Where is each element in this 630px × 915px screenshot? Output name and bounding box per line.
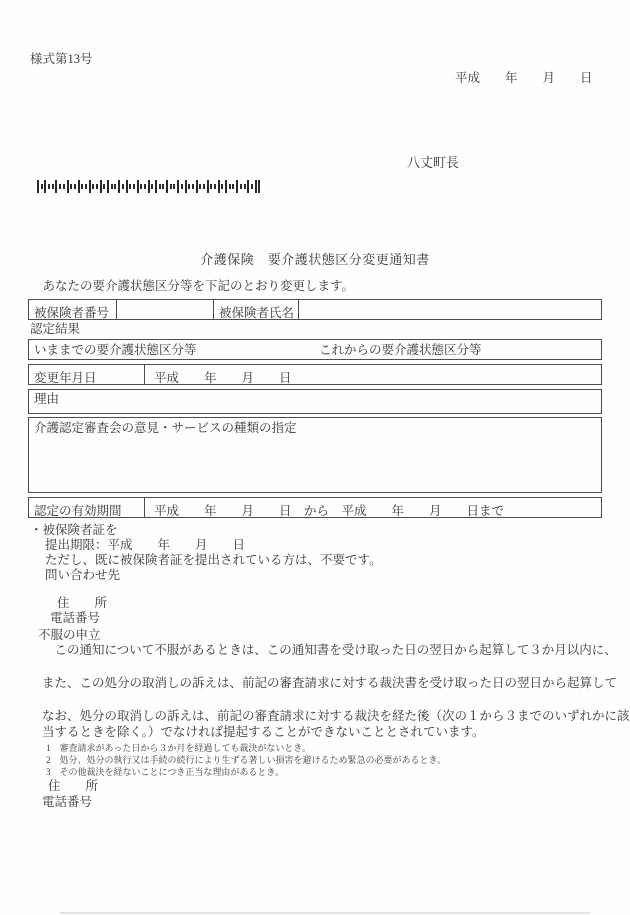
change-date-label: 変更年月日 (34, 371, 97, 385)
barcode-bar (210, 184, 212, 189)
barcode-bar (203, 184, 205, 189)
committee-opinion-box (28, 417, 602, 493)
barcode-bar (133, 184, 135, 189)
exception-item-1: 1 審査請求があった日から３か月を経過しても裁決がないとき。 (46, 743, 312, 753)
barcode-bar (214, 184, 216, 189)
barcode-bar (151, 184, 153, 189)
contact-address-label: 住 所 (57, 596, 108, 610)
barcode-bar (225, 180, 227, 193)
barcode-bar (81, 184, 83, 189)
barcode-bar (188, 184, 190, 189)
barcode-bar (181, 184, 183, 189)
barcode-bar (67, 180, 69, 193)
barcode-bar (129, 184, 131, 189)
barcode-bar (103, 184, 105, 189)
barcode-bar (59, 184, 61, 189)
appeal-line-1: この通知について不服があるときは、この通知書を受け取った日の翌日から起算して３か月以内に、 (42, 643, 617, 657)
exception-item-3: 3 その他裁決を経ないことにつき正当な理由があるとき。 (46, 767, 284, 777)
appeal-title: 不服の申立 (38, 628, 101, 642)
new-category-label: これからの要介護状態区分等 (319, 343, 482, 357)
barcode-bar (89, 180, 91, 193)
barcode-bar (96, 184, 98, 189)
document-title: 介護保険 要介護状態区分変更通知書 (200, 252, 430, 267)
barcode-bar (177, 180, 179, 193)
barcode-bar (107, 180, 109, 193)
validity-period-label: 認定の有効期間 (34, 504, 122, 518)
barcode-bar (155, 180, 157, 193)
barcode-bar (199, 184, 201, 189)
barcode-bar (255, 180, 257, 193)
barcode-bar (114, 184, 116, 189)
barcode-bar (74, 184, 76, 189)
change-date-value: 平成 年 月 日 (144, 365, 601, 384)
form-number: 様式第13号 (30, 52, 93, 66)
barcode-bar (159, 184, 161, 189)
barcode-bar (240, 184, 242, 189)
exception-item-2: 2 処分、処分の執行又は手続の続行により生ずる著しい損害を避けるため緊急の必要があるとき。 (46, 755, 447, 765)
contact-phone-label: 電話番号 (50, 611, 101, 625)
issue-date: 平成 年 月 日 (455, 71, 593, 85)
barcode-bar (37, 180, 39, 193)
barcode-bar (70, 184, 72, 189)
category-row (28, 339, 602, 360)
previous-category-label: いままでの要介護状態区分等 (34, 343, 197, 357)
intro-text: あなたの要介護状態区分等を下記のとおり変更します。 (30, 279, 355, 293)
already-submitted-line: ただし、既に被保険者証を提出されている方は、不要です。 (45, 553, 382, 567)
barcode-bar (196, 180, 198, 193)
barcode-bar (166, 180, 168, 193)
insured-number-value-cell (116, 300, 213, 319)
barcode-bar (170, 184, 172, 189)
barcode-bar (44, 180, 46, 193)
bottom-phone-label: 電話番号 (42, 795, 93, 809)
barcode-bar (126, 180, 128, 193)
insured-table (28, 299, 602, 320)
contact-label: 問い合わせ先 (45, 568, 121, 582)
certification-result-label: 認定結果 (30, 322, 81, 336)
submission-deadline-line: 提出期限：平成 年 月 日 (45, 538, 246, 552)
barcode-bar (221, 184, 223, 189)
barcode-bar (162, 184, 164, 189)
barcode-bar (258, 180, 260, 193)
reason-label: 理由 (34, 392, 60, 406)
barcode-bar (218, 180, 220, 193)
barcode-bar (137, 180, 139, 193)
reason-box (28, 389, 602, 414)
barcode-bar (78, 180, 80, 193)
bottom-address-label: 住 所 (48, 779, 99, 793)
appeal-line-2: また、この処分の取消しの訴えは、前記の審査請求に対する裁決書を受け取った日の翌日から起算して (42, 676, 618, 690)
barcode-bar (232, 184, 234, 189)
insured-name-value-cell (298, 300, 601, 319)
barcode-bar (92, 184, 94, 189)
barcode-bar (85, 184, 87, 189)
barcode-bar (207, 180, 209, 193)
barcode-bar (100, 180, 102, 193)
barcode-bar (229, 184, 231, 189)
insured-name-label: 被保険者氏名 (213, 300, 298, 319)
barcode-bar (244, 184, 246, 189)
barcode-bar (48, 184, 50, 189)
barcode-bar (148, 180, 150, 193)
insured-number-label: 被保険者番号 (34, 306, 110, 320)
barcode-bar (185, 180, 187, 193)
postal-barcode (37, 180, 262, 193)
barcode-bar (173, 184, 175, 189)
barcode-bar (63, 184, 65, 189)
barcode-bar (118, 180, 120, 193)
barcode-bar (140, 184, 142, 189)
barcode-bar (111, 184, 113, 189)
validity-period-row (28, 497, 602, 518)
mayor-title: 八丈町長 (407, 155, 460, 170)
barcode-bar (41, 184, 43, 189)
barcode-bar (144, 184, 146, 189)
barcode-bar (122, 184, 124, 189)
barcode-bar (55, 180, 57, 193)
appeal-line-4: 当するときを除く。）でなければ提起することができないこととされています。 (42, 725, 485, 739)
committee-opinion-label: 介護認定審査会の意見・サービスの種類の指定 (34, 421, 297, 435)
barcode-bar (192, 184, 194, 189)
barcode-bar (251, 184, 253, 189)
change-date-row (28, 364, 602, 385)
barcode-bar (52, 184, 54, 189)
validity-period-value: 平成 年 月 日 から 平成 年 月 日まで (144, 498, 601, 517)
barcode-bar (247, 180, 249, 193)
insured-card-bullet: ・被保険者証を (30, 523, 118, 537)
barcode-bar (236, 180, 238, 193)
page-bottom-edge (60, 912, 590, 914)
appeal-line-3: なお、処分の取消しの訴えは、前記の審査請求に対する裁決を経た後（次の１から３までのいずれかに該 (42, 709, 630, 723)
